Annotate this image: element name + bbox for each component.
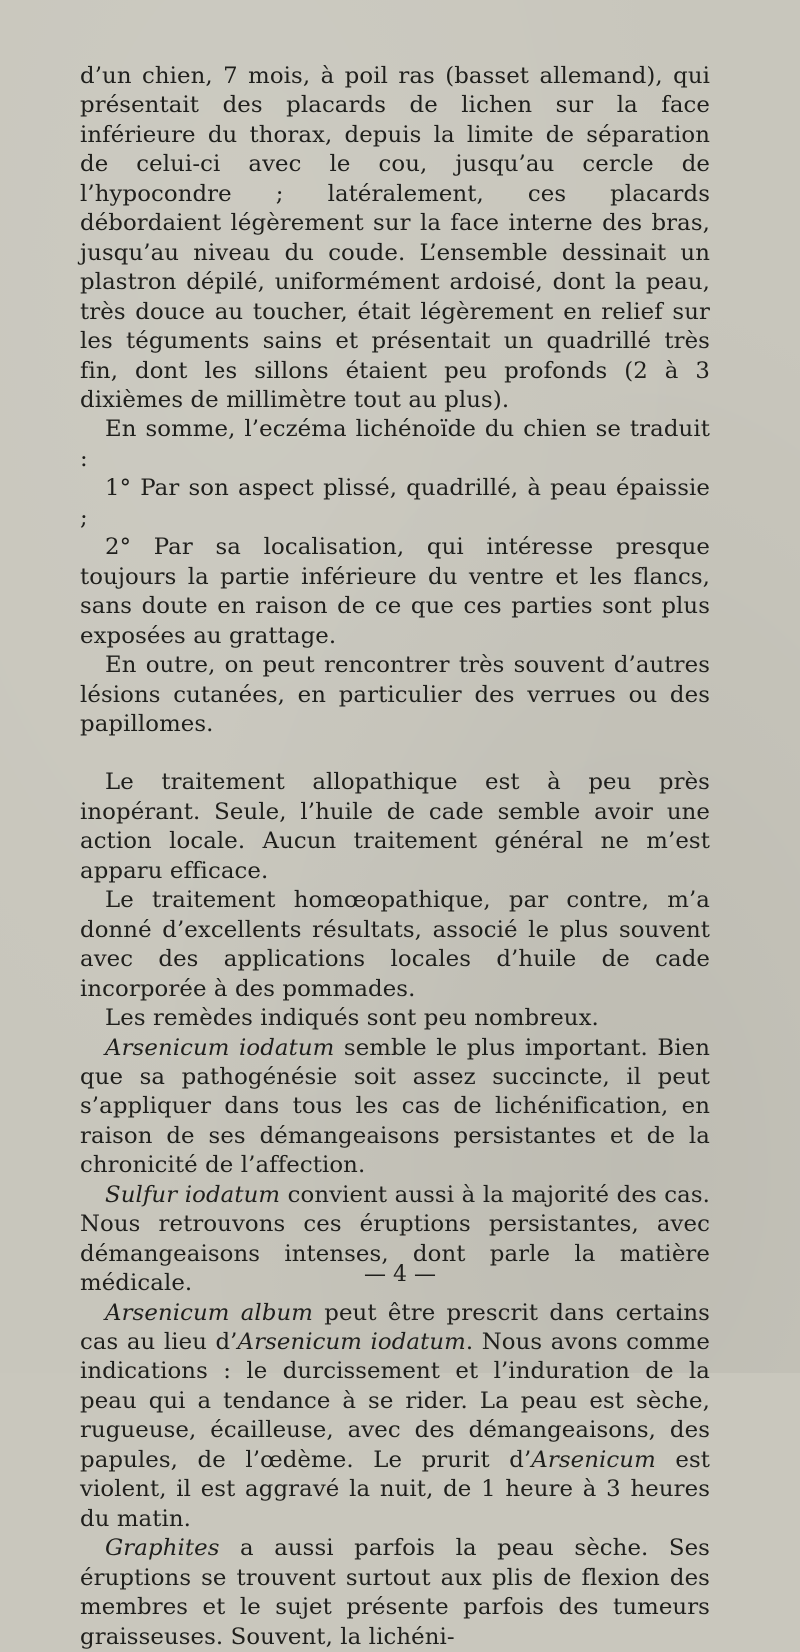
body-text <box>80 62 710 1652</box>
paragraph-arsenicum-iodatum <box>80 1034 710 1181</box>
text-segment: peut être prescrit dans certains cas au lieu d’ <box>80 1299 710 1356</box>
remedy-name: Arsenicum iodatum <box>105 1034 335 1061</box>
text-segment: est violent, il est aggravé la nuit, de 1 heure à 3 heures du matin. <box>80 1446 711 1532</box>
text-segment: En somme, l’eczéma lichénoïde du chien se traduit : <box>80 416 710 472</box>
paragraph-point-1 <box>80 474 710 533</box>
remedy-name: Arsenicum album <box>105 1299 314 1326</box>
remedy-name: Arsenicum iodatum <box>237 1329 466 1356</box>
text-segment: Le traitement homœopathique, par contre, m’a donné d’excellents résultats, associé le plus souvent avec des applications locales d’huile de cade incorporée à des pommades. <box>80 887 710 1002</box>
paragraph-remedies <box>80 1004 710 1033</box>
text-segment: a aussi parfois la peau sèche. Ses éruptions se trouvent surtout aux plis de flexion des membres et le sujet présente parfois des tumeurs graisseuses. Souvent, la lichéni- <box>80 1535 710 1650</box>
text-segment: Les remèdes indiqués sont peu nombreux. <box>105 1005 599 1032</box>
paragraph-allopathic <box>80 768 710 886</box>
text-segment: . Nous avons comme indications : le durcissement et l’induration de la peau qui a tendance à se rider. La peau est sèche, rugueuse, écailleuse, avec des démangeaisons, des papules, de l’œdème. Le prurit d’ <box>80 1329 710 1473</box>
remedy-name: Sulfur iodatum <box>105 1181 281 1208</box>
paragraph-gap <box>80 739 710 768</box>
paragraph-other-lesions <box>80 651 710 739</box>
text-segment: d’un chien, 7 mois, à poil ras (basset allemand), qui présentait des placards de lichen sur la face inférieure du thorax, depuis la limite de séparation de celui-ci avec le cou, jusqu’au cercle de l’hypocondre ; latéralement, ces placards débordaient légèrement sur la face interne des bras, jusqu’au niveau du coude. L’ensemble dessinait un plastron dépilé, uniformément ardoisé, dont la peau, très douce au toucher, était légèrement en relief sur les téguments sains et présentait un quadrillé très fin, dont les sillons étaient peu profonds (2 à 3 dixièmes de millimètre tout au plus). <box>80 63 710 413</box>
text-segment: Le traitement allopathique est à peu près inopérant. Seule, l’huile de cade semble avoir une action locale. Aucun traitement général ne m’est apparu efficace. <box>80 769 710 884</box>
paragraph-arsenicum-album <box>80 1299 710 1535</box>
paragraph-homeopathic <box>80 886 710 1004</box>
paragraph-graphites <box>80 1534 710 1652</box>
text-segment: 2° Par sa localisation, qui intéresse presque toujours la partie inférieure du ventre et les flancs, sans doute en raison de ce que ces parties sont plus exposées au grattage. <box>80 534 710 649</box>
remedy-name: Graphites <box>105 1535 220 1562</box>
remedy-name: Arsenicum <box>531 1446 656 1473</box>
text-segment: semble le plus important. Bien que sa pathogénésie soit assez succincte, il peut s’appliquer dans tous les cas de lichénification, en raison de ses démangeaisons persistantes et de la chronicité de l’affection. <box>80 1034 710 1179</box>
paragraph-point-2 <box>80 533 710 651</box>
text-segment: convient aussi à la majorité des cas. Nous retrouvons ces éruptions persistantes, avec démangeaisons intenses, dont parle la matière médicale. <box>80 1181 710 1297</box>
page-number: — 4 — <box>364 1262 436 1287</box>
paragraph-case-description <box>80 62 710 415</box>
text-segment: En outre, on peut rencontrer très souvent d’autres lésions cutanées, en particulier des verrues ou des papillomes. <box>80 652 710 737</box>
text-segment: 1° Par son aspect plissé, quadrillé, à peau épaissie ; <box>80 475 710 531</box>
paragraph-summary <box>80 415 710 474</box>
